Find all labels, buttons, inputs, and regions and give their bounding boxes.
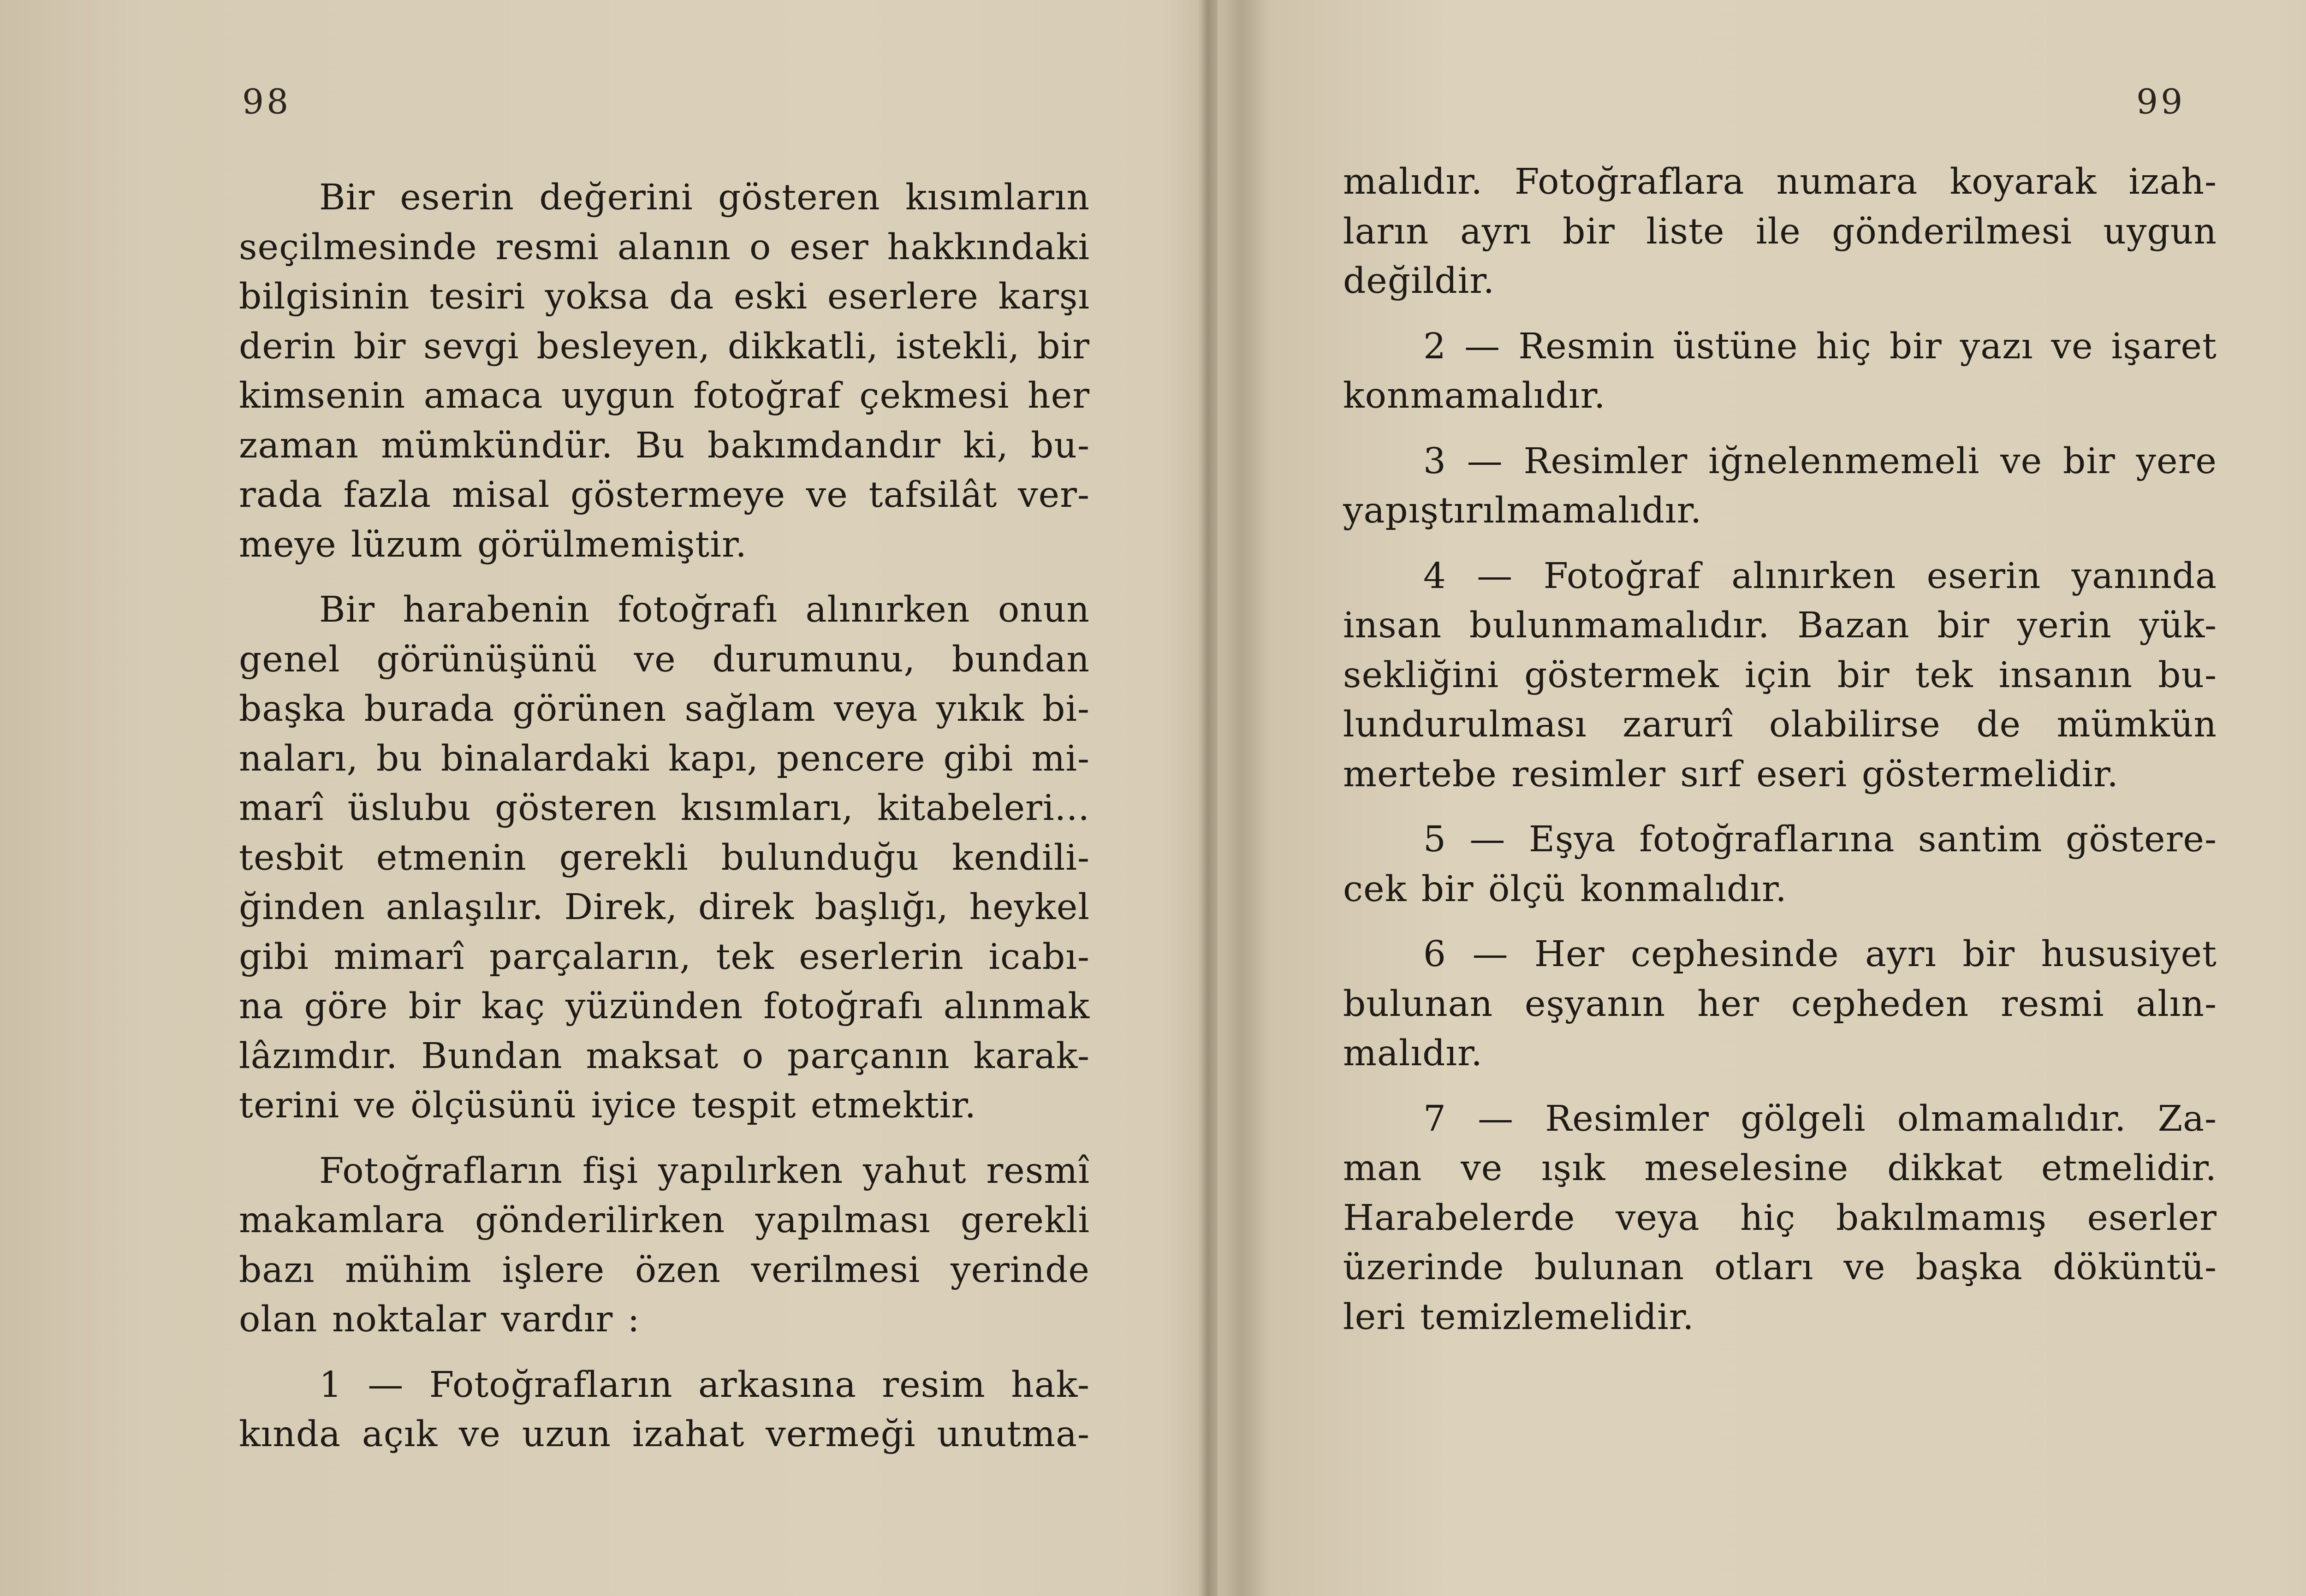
paragraph-gap [239, 1131, 1090, 1146]
text-line: ğinden anlaşılır. Direk, direk başlığı, heykel [239, 887, 1090, 928]
paragraph-gap [1343, 799, 2217, 815]
text-line: malıdır. [1343, 1033, 1483, 1074]
text-line: kında açık ve uzun izahat vermeği unutma- [239, 1414, 1090, 1455]
text-line: 4 — Fotoğraf alınırken eserin yanında [1423, 555, 2217, 597]
text-line: kimsenin amaca uygun fotoğraf çekmesi her [239, 375, 1090, 416]
text-line: 1 — Fotoğrafların arkasına resim hak- [319, 1364, 1090, 1406]
paragraph-gap [1343, 306, 2217, 322]
text-line: değildir. [1343, 261, 1495, 302]
text-line: derin bir sevgi besleyen, dikkatli, istekli, bir [239, 326, 1090, 367]
text-line: gibi mimarî parçaların, tek eserlerin icabı- [239, 936, 1090, 978]
text-line: başka burada görünen sağlam veya yıkık bi- [239, 688, 1090, 730]
text-line: Fotoğrafların fişi yapılırken yahut resmî [319, 1150, 1090, 1192]
text-line: üzerinde bulunan otları ve başka döküntü- [1343, 1247, 2217, 1288]
text-line: terini ve ölçüsünü iyice tespit etmektir. [239, 1085, 977, 1126]
page-number: 99 [2136, 82, 2186, 122]
page-number: 98 [242, 82, 291, 122]
text-line: genel görünüşünü ve durumunu, bundan [239, 639, 1090, 680]
text-line: konmamalıdır. [1343, 375, 1606, 416]
text-line: ların ayrı bir liste ile gönderilmesi uygun [1343, 211, 2217, 252]
text-line: Harabelerde veya hiç bakılmamış eserler [1343, 1197, 2217, 1239]
text-line: Bir harabenin fotoğrafı alınırken onun [319, 589, 1090, 630]
text-line: 7 — Resimler gölgeli olmamalıdır. Za- [1423, 1098, 2217, 1139]
body-text [1343, 157, 2217, 1342]
text-line: na göre bir kaç yüzünden fotoğrafı alınmak [239, 986, 1090, 1027]
text-line: 3 — Resimler iğnelenmemeli ve bir yere [1423, 440, 2217, 482]
text-line: man ve ışık meselesine dikkat etmelidir. [1343, 1148, 2217, 1189]
text-line: insan bulunmamalıdır. Bazan bir yerin yük- [1343, 605, 2217, 646]
right-page [1218, 0, 2306, 1596]
book-gutter [1198, 0, 1218, 1596]
text-line: 5 — Eşya fotoğraflarına santim göstere- [1423, 819, 2217, 860]
text-line: bilgisinin tesiri yoksa da eski eserlere karşı [239, 276, 1090, 317]
text-line: marî üslubu gösteren kısımları, kitabeleri... [239, 788, 1090, 829]
text-line: seçilmesinde resmi alanın o eser hakkındaki [239, 226, 1090, 268]
text-line: yapıştırılmamalıdır. [1343, 490, 1702, 531]
paragraph-gap [1343, 536, 2217, 552]
text-line: leri temizlemelidir. [1343, 1296, 1694, 1338]
text-line: bulunan eşyanın her cepheden resmi alın- [1343, 983, 2217, 1025]
text-line: Bir eserin değerini gösteren kısımların [319, 177, 1090, 218]
text-line: lâzımdır. Bundan maksat o parçanın karak- [239, 1035, 1090, 1077]
text-line: lundurulması zarurî olabilirse de mümkün [1343, 704, 2217, 745]
text-line: meye lüzum görülmemiştir. [239, 524, 747, 565]
text-line: olan noktalar vardır : [239, 1299, 640, 1340]
text-line: makamlara gönderilirken yapılması gerekli [239, 1200, 1090, 1241]
text-line: 2 — Resmin üstüne hiç bir yazı ve işaret [1423, 326, 2217, 367]
paragraph-gap [1343, 1079, 2217, 1094]
paragraph-gap [1343, 914, 2217, 930]
text-line: malıdır. Fotoğraflara numara koyarak izah- [1343, 161, 2217, 202]
text-line: cek bir ölçü konmalıdır. [1343, 868, 1787, 910]
paragraph-gap [239, 570, 1090, 585]
text-line: 6 — Her cephesinde ayrı bir hususiyet [1423, 934, 2217, 975]
paragraph-gap [239, 1345, 1090, 1360]
text-line: mertebe resimler sırf eseri göstermelidir. [1343, 754, 2119, 795]
paragraph-gap [1343, 421, 2217, 437]
text-line: tesbit etmenin gerekli bulunduğu kendili- [239, 837, 1090, 878]
text-line: zaman mümkündür. Bu bakımdandır ki, bu- [239, 425, 1090, 466]
body-text [239, 173, 1090, 1460]
text-line: sekliğini göstermek için bir tek insanın bu- [1343, 654, 2217, 696]
text-line: naları, bu binalardaki kapı, pencere gibi mi- [239, 738, 1090, 779]
text-line: rada fazla misal göstermeye ve tafsilât ver- [239, 475, 1090, 516]
text-line: bazı mühim işlere özen verilmesi yerinde [239, 1249, 1090, 1291]
